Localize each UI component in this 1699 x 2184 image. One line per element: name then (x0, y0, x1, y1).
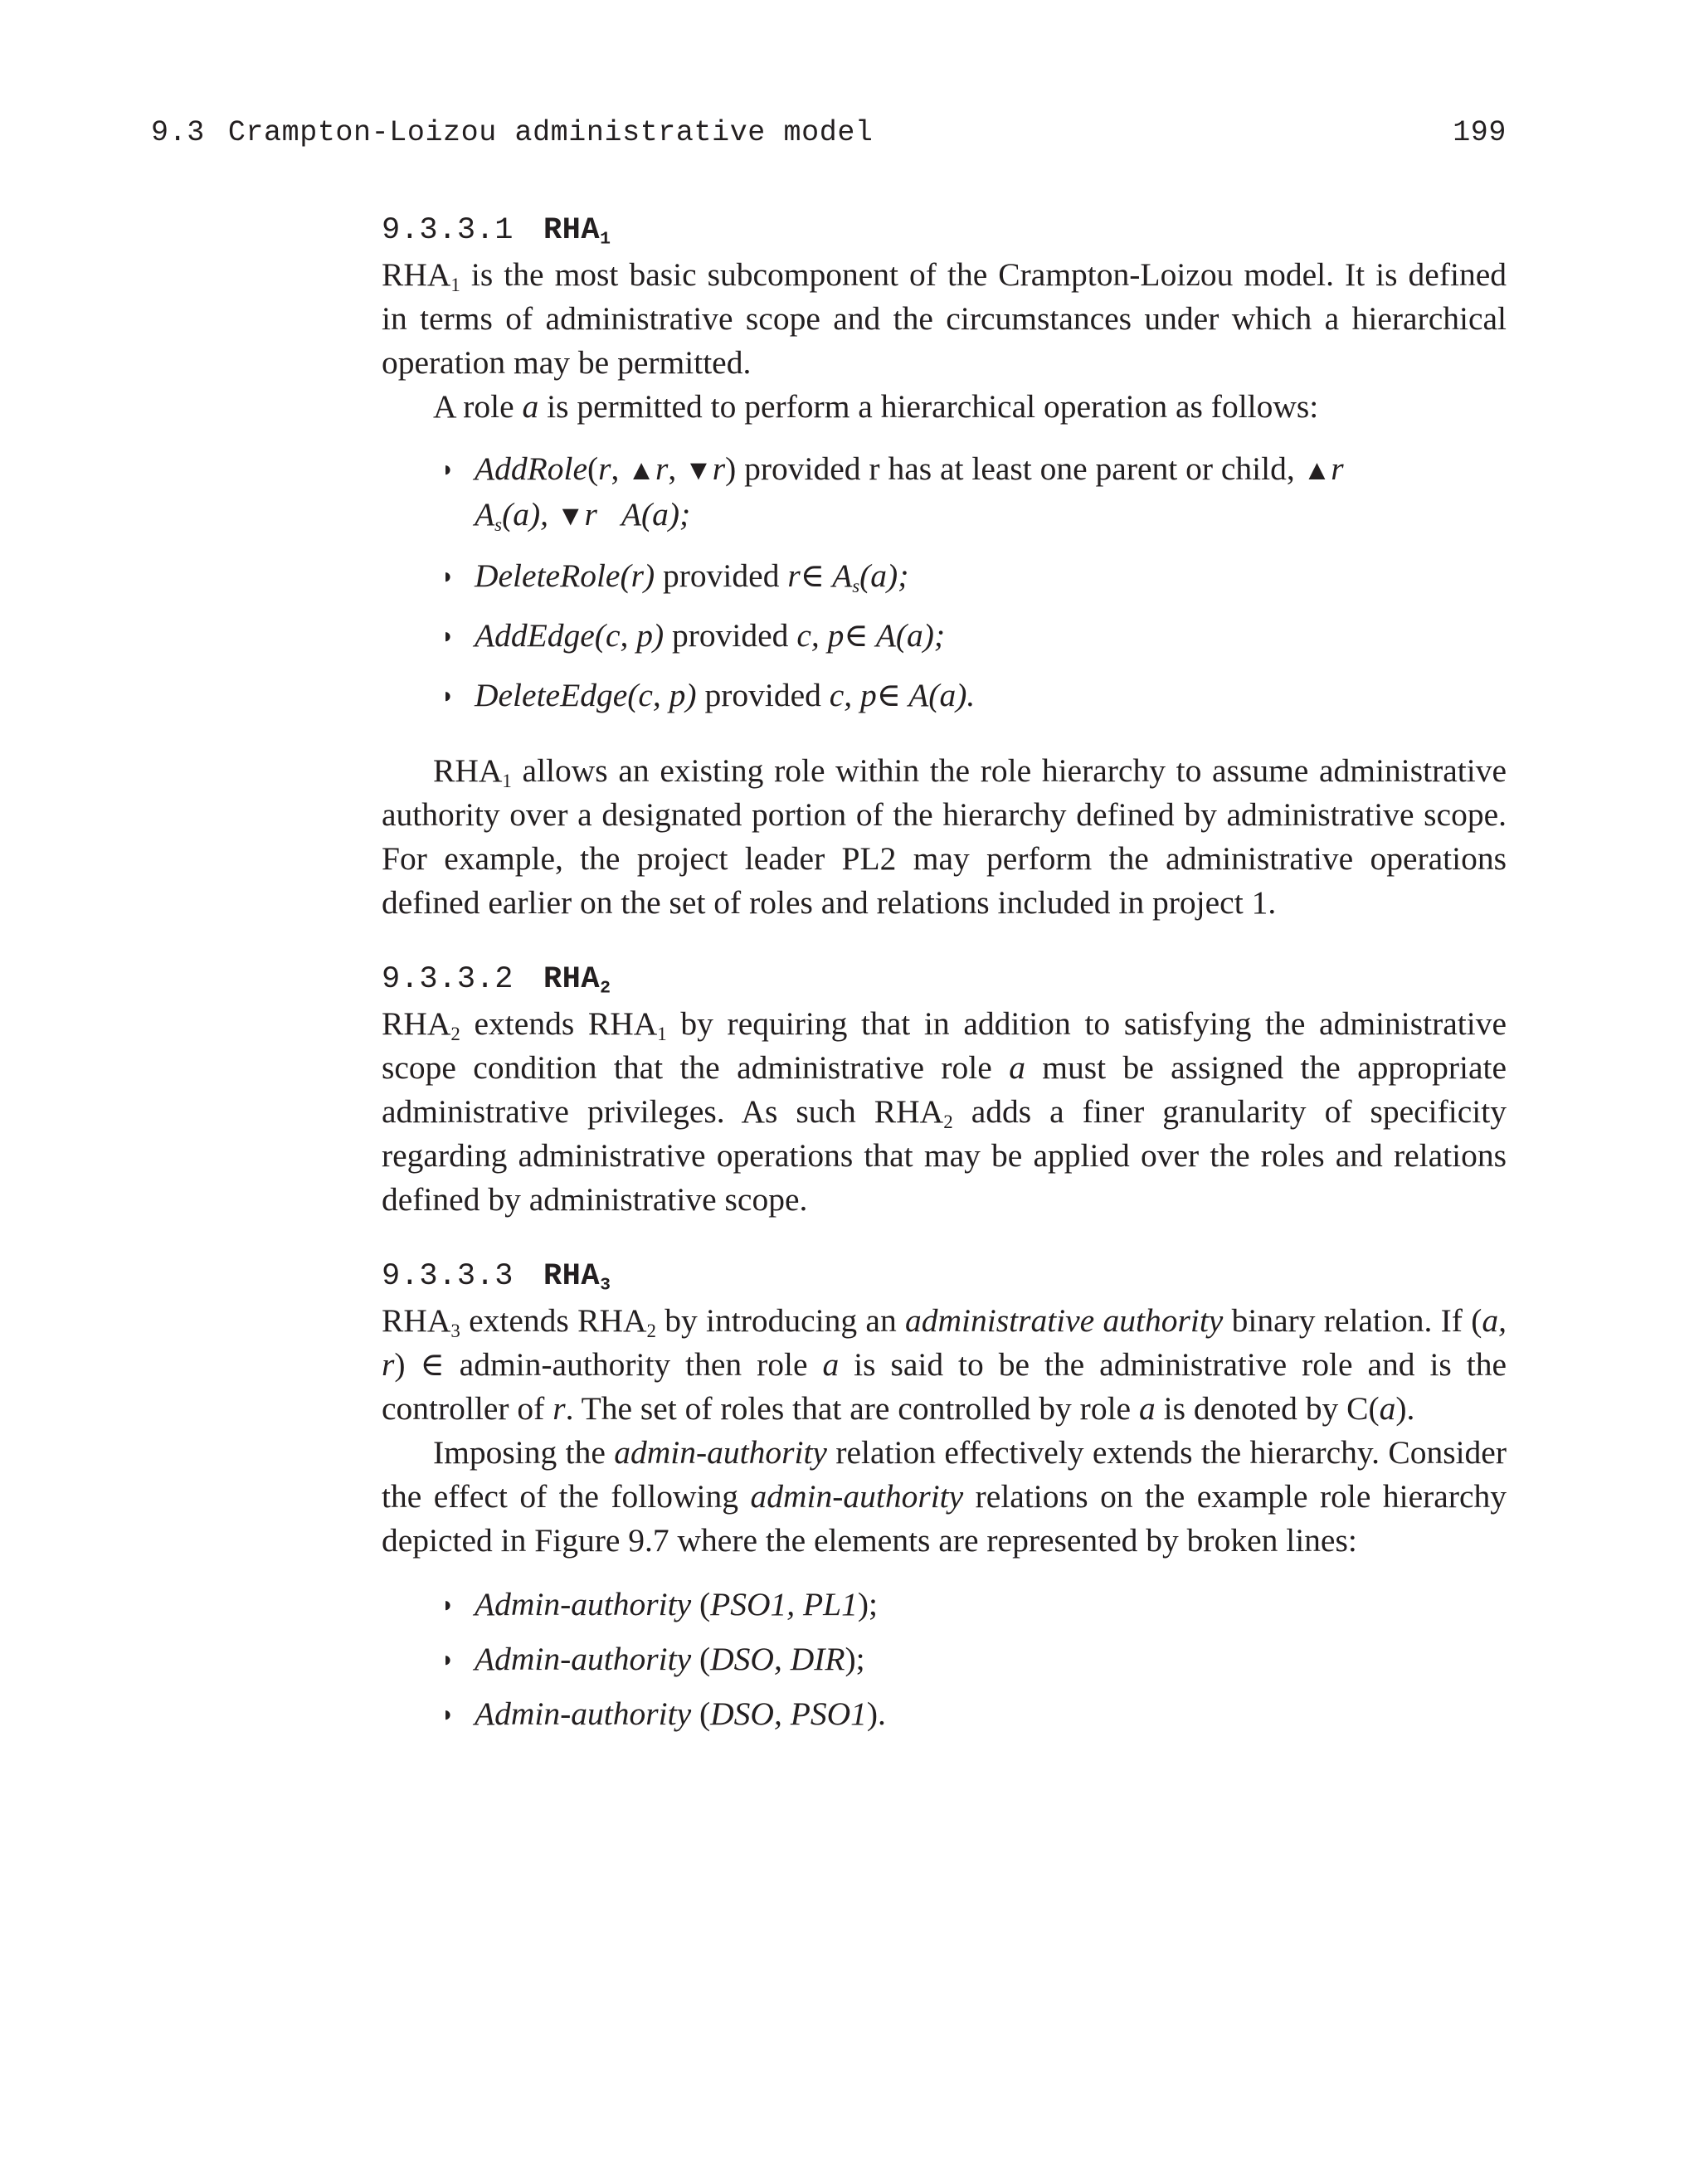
text-run: Imposing the (433, 1434, 615, 1471)
text-run: A role (433, 388, 523, 425)
triangle-up-icon: ▲ (627, 455, 655, 486)
text-run: must be assigned the appropriate administrative privileges. As such RHA (382, 1049, 1507, 1130)
emphasis: administrative authority (905, 1302, 1224, 1339)
text-run: . The set of roles that are controlled by role (565, 1390, 1139, 1427)
bullet-icon: ◗ (441, 564, 455, 588)
subsection-title (543, 213, 611, 248)
bullet-icon: ◗ (441, 1647, 455, 1671)
admin-authority-list (382, 1583, 1507, 1736)
variable: r A(a); (584, 496, 691, 533)
list-item (441, 554, 1507, 598)
text-run: , (668, 450, 685, 487)
list-item (441, 1583, 1507, 1627)
text-run: RHA (382, 1302, 451, 1339)
page-body (382, 209, 1507, 1747)
text-run: RHA (382, 256, 451, 293)
subsection-number: 9.3.3.3 (382, 1259, 514, 1294)
variable: r (712, 450, 726, 487)
bullet-icon: ◗ (441, 1593, 455, 1617)
operation-list (382, 447, 1507, 717)
variable: r (1331, 450, 1344, 487)
subsection-title-text: RHA (543, 213, 601, 248)
relation-name: Admin-authority (475, 1641, 692, 1677)
triangle-down-icon: ▼ (556, 501, 585, 532)
paragraph (382, 1002, 1507, 1222)
paragraph (382, 1431, 1507, 1563)
triangle-down-icon: ▼ (684, 455, 713, 486)
subscript: 1 (657, 1023, 667, 1044)
variable: a (522, 388, 539, 425)
subscript: 2 (943, 1111, 953, 1132)
subsection-number: 9.3.3.1 (382, 213, 514, 248)
text-run: is permitted to perform a hierarchical operation as follows: (538, 388, 1319, 425)
subscript: s (494, 513, 503, 535)
expression: (a); (859, 557, 909, 594)
subsection-title-text: RHA (543, 1259, 601, 1294)
text-run: RHA (382, 1005, 451, 1042)
subsection-title (543, 962, 611, 997)
subscript: 1 (502, 770, 512, 791)
list-item (441, 447, 1507, 538)
subscript: 1 (450, 274, 460, 295)
relation-name: Admin-authority (475, 1586, 692, 1622)
text-run: extends RHA (460, 1302, 647, 1339)
running-header (151, 116, 1507, 149)
running-header-section (151, 116, 874, 149)
operation-name: AddRole (475, 450, 588, 487)
text-run: , (611, 450, 628, 487)
paragraph (382, 253, 1507, 385)
subsection-title (543, 1259, 611, 1294)
relation-args: PSO1, PL1 (710, 1586, 858, 1622)
variable: (a), (502, 496, 557, 533)
text-run: is said to be the administrative role and is the controller of (382, 1346, 1507, 1427)
subsection-number: 9.3.3.2 (382, 962, 514, 997)
variable: (c, p) (594, 617, 665, 654)
variable: a (822, 1346, 840, 1383)
page-number: 199 (1453, 116, 1507, 149)
relation-args: DSO, DIR (710, 1641, 845, 1677)
variable: r (598, 450, 611, 487)
variable: r (655, 450, 669, 487)
text-run: by requiring that in addition to satisfying the administrative scope condition that the administrative role (382, 1005, 1507, 1086)
variable: (c, p) (627, 677, 697, 713)
subscript: 2 (450, 1023, 460, 1044)
text-run: provided r has at least one parent or child, (736, 450, 1303, 487)
bullet-icon: ◗ (441, 683, 455, 708)
relation-name: Admin-authority (475, 1695, 692, 1732)
text-run: ); (845, 1641, 865, 1677)
text-run: ( (691, 1586, 711, 1622)
text-run: adds a finer granularity of specificity regarding administrative operations that may be applied over the roles and relations defined by administrative scope. (382, 1093, 1507, 1218)
list-item (441, 614, 1507, 658)
operation-name: DeleteRole (475, 557, 621, 594)
triangle-up-icon: ▲ (1302, 455, 1331, 486)
text-run: relations on the example role hierarchy depicted in Figure 9.7 where the elements are represented by broken lines: (382, 1478, 1507, 1559)
subscript: s (852, 575, 860, 596)
operation-name: DeleteEdge (475, 677, 628, 713)
subsection-title-text: RHA (543, 962, 601, 997)
subsection-title-subscript: 1 (600, 229, 611, 250)
subsection-title-subscript: 3 (600, 1275, 611, 1296)
paragraph (382, 385, 1507, 429)
subsection-title-subscript: 2 (600, 978, 611, 999)
text-run: ( (691, 1695, 711, 1732)
text-run: by introducing an (655, 1302, 905, 1339)
subsection-heading-rha2 (382, 958, 1507, 1002)
text-run: ). (1395, 1390, 1415, 1427)
text-run: relation effectively extends the hierarchy. Consider the effect of the following (382, 1434, 1507, 1515)
variable: a (1379, 1390, 1396, 1427)
text-run: is denoted by C( (1155, 1390, 1380, 1427)
section-title: Crampton-Loizou administrative model (227, 116, 874, 149)
variable: A (475, 496, 495, 533)
expression: c, p∈ A(a); (796, 617, 946, 654)
text-run: ( (587, 450, 599, 487)
subscript: 2 (646, 1320, 656, 1341)
text-run: binary relation. If ( (1223, 1302, 1482, 1339)
bullet-icon: ◗ (441, 1702, 455, 1726)
text-run: provided (696, 677, 830, 713)
bullet-icon: ◗ (441, 457, 455, 481)
section-number: 9.3 (151, 116, 205, 149)
variable: a (1009, 1049, 1025, 1086)
text-run: provided (655, 557, 788, 594)
text-run: RHA (433, 752, 503, 789)
emphasis: admin-authority (614, 1434, 827, 1471)
subsection-heading-rha3 (382, 1255, 1507, 1299)
variable: a (1138, 1390, 1156, 1427)
bullet-icon: ◗ (441, 624, 455, 648)
text-run: ). (866, 1695, 886, 1732)
subscript: 3 (450, 1320, 460, 1341)
text-run: extends RHA (460, 1005, 658, 1042)
list-item (441, 674, 1507, 717)
text-run: is the most basic subcomponent of the Crampton-Loizou model. It is defined in terms of administrative scope and the circumstances under which a hierarchical operation may be permitted. (382, 256, 1507, 381)
list-item (441, 1637, 1507, 1681)
paragraph (382, 1299, 1507, 1431)
variable: a, r (382, 1302, 1507, 1383)
paragraph (382, 749, 1507, 925)
operation-name: AddEdge (475, 617, 595, 654)
text-run: ); (857, 1586, 879, 1622)
text-run: allows an existing role within the role hierarchy to assume administrative authority over a designated portion of the hierarchy defined by administrative scope. For example, the project leader PL2 may perform the administrative operations defined earlier on the set of roles and relations included in project 1. (382, 752, 1507, 921)
text-run: ) ∈ admin-authority then role (394, 1346, 823, 1383)
text-run: provided (664, 617, 797, 654)
variable: (r) (620, 557, 655, 594)
emphasis: admin-authority (750, 1478, 964, 1515)
relation-args: DSO, PSO1 (710, 1695, 867, 1732)
expression: c, p∈ A(a). (829, 677, 976, 713)
expression: r∈ A (787, 557, 853, 594)
list-item (441, 1692, 1507, 1736)
variable: r (553, 1390, 566, 1427)
text-run: ) (725, 450, 737, 487)
subsection-heading-rha1 (382, 209, 1507, 253)
text-run: ( (691, 1641, 711, 1677)
